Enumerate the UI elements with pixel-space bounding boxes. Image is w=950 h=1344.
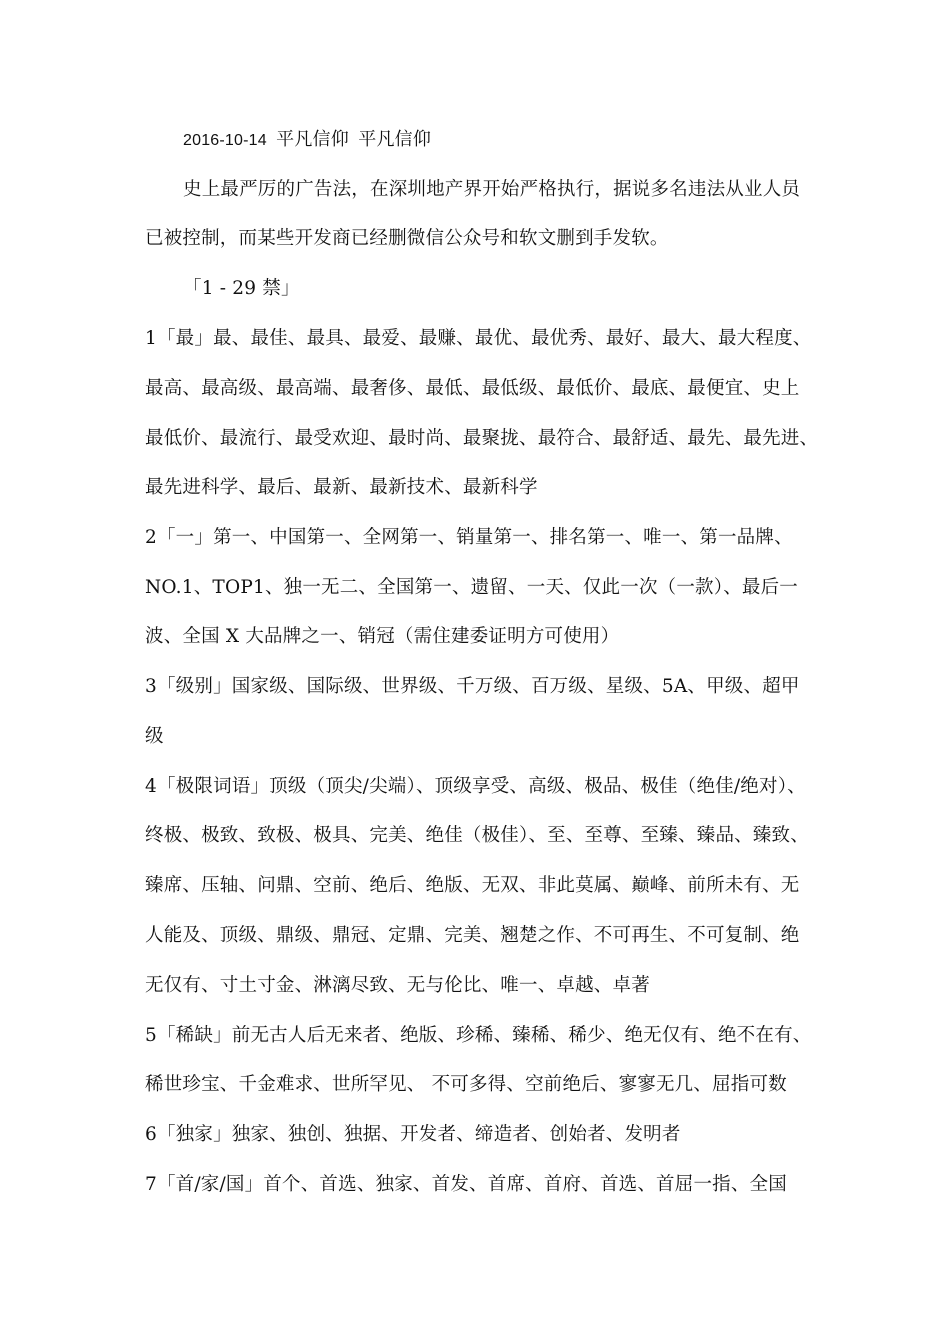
- rule-line: 3「级别」国家级、国际级、世界级、千万级、百万级、星级、5A、甲级、超甲: [145, 676, 800, 697]
- article-date: 2016-10-14: [183, 132, 267, 149]
- intro-line: 史上最严厉的广告法，在深圳地产界开始严格执行，据说多名违法从业人员: [183, 179, 801, 200]
- rule-line: 最低价、最流行、最受欢迎、最时尚、最聚拢、最符合、最舒适、最先、最先进、: [145, 428, 819, 449]
- rule-line: NO.1、TOP1、独一无二、全国第一、遗留、一天、仅此一次（一款）、最后一: [145, 577, 798, 598]
- rule-line: 6「独家」独家、独创、独据、开发者、缔造者、创始者、发明者: [145, 1124, 681, 1145]
- rule-line: 稀世珍宝、千金难求、世所罕见、 不可多得、空前绝后、寥寥无几、屈指可数: [145, 1074, 787, 1095]
- intro-line: 已被控制，而某些开发商已经删微信公众号和软文删到手发软。: [145, 228, 669, 249]
- rule-line: 最高、最高级、最高端、最奢侈、最低、最低级、最低价、最底、最便宜、史上: [145, 378, 800, 399]
- rule-line: 级: [145, 726, 164, 747]
- rule-line: 最先进科学、最后、最新、最新技术、最新科学: [145, 477, 538, 498]
- rule-line: 7「首/家/国」首个、首选、独家、首发、首席、首府、首选、首屈一指、全国: [145, 1174, 787, 1195]
- article-source: 平凡信仰: [358, 129, 432, 150]
- rule-line: 无仅有、寸土寸金、淋漓尽致、无与伦比、唯一、卓越、卓著: [145, 975, 650, 996]
- rule-line: 2「一」第一、中国第一、全网第一、销量第一、排名第一、唯一、第一品牌、: [145, 527, 793, 548]
- rule-line: 终极、极致、致极、极具、完美、绝佳（极佳）、至、至尊、至臻、臻品、臻致、: [145, 825, 809, 846]
- rule-line: 臻席、压轴、问鼎、空前、绝后、绝版、无双、非此莫属、巅峰、前所未有、无: [145, 875, 800, 896]
- rule-line: 4「极限词语」顶级（顶尖/尖端）、顶级享受、高级、极品、极佳（绝佳/绝对）、: [145, 776, 806, 797]
- rule-line: 波、全国 X 大品牌之一、销冠（需住建委证明方可使用）: [145, 626, 620, 647]
- rule-line: 1「最」最、最佳、最具、最爱、最赚、最优、最优秀、最好、最大、最大程度、: [145, 328, 812, 349]
- article-author: 平凡信仰: [276, 129, 349, 150]
- rule-line: 人能及、顶级、鼎级、鼎冠、定鼎、完美、翘楚之作、不可再生、不可复制、绝: [145, 925, 800, 946]
- article-meta: [183, 127, 853, 154]
- section-title: 「1 - 29 禁」: [183, 278, 300, 299]
- rule-line: 5「稀缺」前无古人后无来者、绝版、珍稀、臻稀、稀少、绝无仅有、绝不在有、: [145, 1025, 812, 1046]
